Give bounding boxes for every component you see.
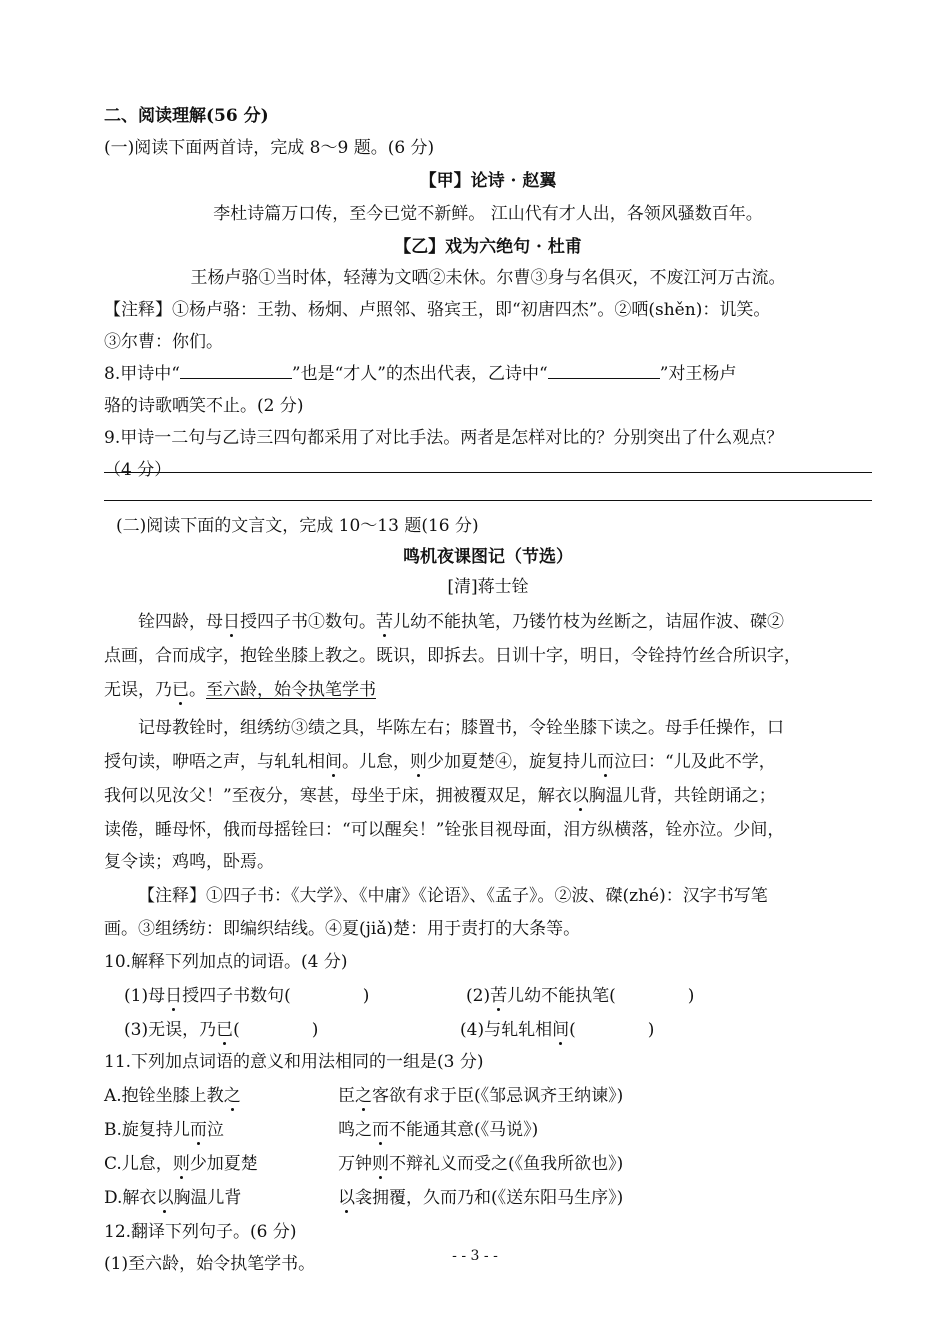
essay-notes-line2: 画。③组绣纺：即编织结线。④夏(jiǎ)楚：用于责打的大条等。: [104, 919, 581, 939]
essay-author: [清]蒋士铨: [447, 577, 529, 597]
poem-notes-line2: ③尔曹：你们。: [104, 332, 223, 352]
q11-option-a-compare: 臣之客欲有求于臣(《邹忌讽齐王纳谏》): [338, 1086, 624, 1106]
essay-p2-line5: 复令读；鸡鸣，卧焉。: [104, 852, 274, 872]
part2-intro: (二)阅读下面的文言文，完成 10～13 题(16 分): [116, 516, 479, 536]
q11-option-c-compare: 万钟则不辩礼义而受之(《鱼我所欲也》): [338, 1154, 624, 1174]
essay-p2-line3: 我何以见汝父！”至夜分，寒甚，母坐于床，拥被覆双足，解衣以胸温儿背，共铨朗诵之；: [104, 786, 776, 806]
q10-item-2: (2)苦儿幼不能执笔( ): [466, 986, 695, 1006]
essay-p2-line4: 读倦，睡母怀，俄而母摇铨曰：“可以醒矣！”铨张目视母面，泪方纵横落，铨亦泣。少间，: [104, 820, 785, 840]
question-8: 8.甲诗中“ ”也是“才人”的杰出代表，乙诗中“ ”对王杨卢: [104, 364, 737, 384]
essay-p2-line1: 记母教铨时，组绣纺③绩之具，毕陈左右；膝置书，令铨坐膝下读之。母手任操作，口: [138, 718, 784, 738]
q12-item-1: (1)至六龄，始令执笔学书。: [104, 1254, 316, 1274]
q11-option-d-compare: 以衾拥覆，久而乃和(《送东阳马生序》): [338, 1188, 624, 1208]
essay-p2-line2: 授句读，咿唔之声，与轧轧相间。儿怠，则少加夏楚④，旋复持儿而泣曰：“儿及此不学，: [104, 752, 776, 772]
question-9-line2: （4 分）: [104, 460, 172, 480]
essay-notes-line1: 【注释】①四子书：《大学》、《中庸》《论语》、《孟子》。②波、磔(zhé)：汉字书写笔: [138, 886, 768, 906]
q11-option-c[interactable]: C.儿怠，则少加夏楚: [104, 1154, 258, 1174]
q10-item-1: (1)母日授四子书数句( ): [124, 986, 370, 1006]
q11-option-b[interactable]: B.旋复持儿而泣: [104, 1120, 224, 1140]
answer-line-1[interactable]: [104, 472, 872, 473]
q8-blank-1[interactable]: [180, 362, 292, 379]
essay-title: 鸣机夜课图记（节选）: [403, 547, 573, 567]
answer-line-2[interactable]: [104, 500, 872, 501]
underlined-sentence: 至六龄，始令执笔学书: [206, 680, 376, 700]
essay-p1-line1: 铨四龄，母日授四子书①数句。苦儿幼不能执笔，乃镂竹枝为丝断之，诘屈作波、磔②: [138, 612, 784, 632]
poem-notes-line1: 【注释】①杨卢骆：王勃、杨炯、卢照邻、骆宾王，即“初唐四杰”。②哂(shěn)：讥笑。: [104, 300, 771, 320]
page-number: - - 3 - -: [452, 1248, 498, 1264]
poem1-text: 李杜诗篇万口传，至今已觉不新鲜。 江山代有才人出，各领风骚数百年。: [213, 204, 763, 224]
essay-p1-line3: 无误，乃已。至六龄，始令执笔学书: [104, 680, 376, 700]
q11-option-a[interactable]: A.抱铨坐膝上教之: [104, 1086, 241, 1106]
q8-blank-2[interactable]: [548, 362, 660, 379]
section-title: 二、阅读理解(56 分): [104, 106, 269, 126]
question-8-line2: 骆的诗歌哂笑不止。(2 分): [104, 396, 304, 416]
question-11: 11.下列加点词语的意义和用法相同的一组是(3 分): [104, 1052, 484, 1072]
part1-intro: (一)阅读下面两首诗，完成 8～9 题。(6 分): [104, 138, 435, 158]
question-12: 12.翻译下列句子。(6 分): [104, 1222, 297, 1242]
poem2-text: 王杨卢骆①当时体，轻薄为文哂②未休。尔曹③身与名俱灭，不废江河万古流。: [190, 268, 786, 288]
question-10: 10.解释下列加点的词语。(4 分): [104, 952, 348, 972]
poem2-title: 【乙】戏为六绝句 · 杜甫: [394, 237, 582, 257]
essay-p1-line2: 点画，合而成字，抱铨坐膝上教之。既识，即拆去。日训十字，明日，令铨持竹丝合所识字，: [104, 646, 801, 666]
q10-item-3: (3)无误，乃已( ): [124, 1020, 319, 1040]
q11-option-d[interactable]: D.解衣以胸温儿背: [104, 1188, 242, 1208]
q11-option-b-compare: 鸣之而不能通其意(《马说》): [338, 1120, 539, 1140]
question-9: 9.甲诗一二句与乙诗三四句都采用了对比手法。两者是怎样对比的？分别突出了什么观点？: [104, 428, 784, 448]
poem1-title: 【甲】论诗 · 赵翼: [419, 171, 557, 191]
q10-item-4: (4)与轧轧相间( ): [460, 1020, 655, 1040]
